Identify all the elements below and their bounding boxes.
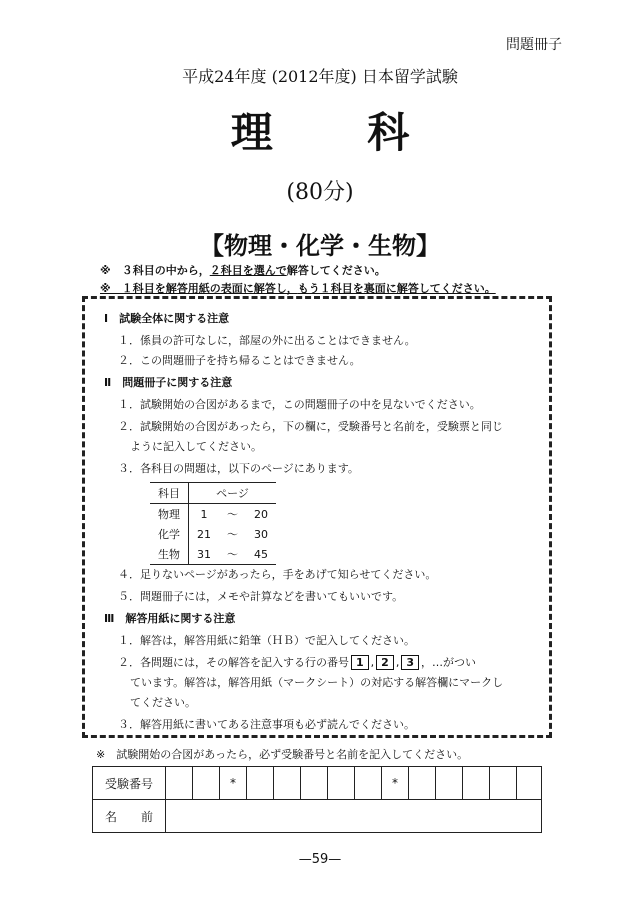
section-booklet-title: Ⅱ 問題冊子に関する注意	[104, 376, 233, 389]
note-answer-sides: ※ １科目を解答用紙の表面に解答し，もう１科目を裏面に解答してください。	[100, 282, 496, 295]
instruction-item: ２．各問題には，その解答を記入する行の番号 1 , 2 , 3 ，…がつい	[118, 656, 476, 669]
booklet-label: 問題冊子	[506, 37, 562, 53]
exam-title: 平成24年度 (2012年度) 日本留学試験	[182, 67, 458, 86]
exam-number-digit-field[interactable]	[301, 767, 328, 800]
bottom-note: ※ 試験開始の合図があったら，必ず受験番号と名前を記入してください。	[96, 748, 469, 761]
instruction-item: １．解答は，解答用紙に鉛筆（ＨＢ）で記入してください。	[118, 634, 415, 647]
row-number-box: 1	[351, 655, 369, 670]
table-header: ページ	[189, 483, 277, 504]
registration-table	[92, 766, 542, 833]
instruction-item: ２．この問題冊子を持ち帰ることはできません。	[118, 354, 361, 367]
exam-number-digit-field[interactable]	[274, 767, 301, 800]
name-field[interactable]	[166, 800, 542, 833]
instruction-item-cont: ています。解答は，解答用紙（マークシート）の対応する解答欄にマークし	[130, 676, 504, 689]
exam-number-digit-field[interactable]	[328, 767, 355, 800]
section-answer-sheet-title: Ⅲ 解答用紙に関する注意	[104, 612, 236, 625]
separator-star: *	[382, 767, 409, 800]
instruction-item: ３．各科目の問題は，以下のページにあります。	[118, 462, 359, 475]
row-number-box: 3	[401, 655, 419, 670]
subjects-heading: 【物理・化学・生物】	[200, 231, 440, 260]
exam-number-digit-field[interactable]	[490, 767, 517, 800]
instruction-item: ５．問題冊子には，メモや計算などを書いてもいいです。	[118, 590, 404, 603]
exam-number-digit-field[interactable]	[517, 767, 542, 800]
instruction-item-cont: ように記入してください。	[130, 440, 262, 453]
table-row: 物理 1 ～ 20	[150, 504, 276, 525]
page-table	[150, 482, 276, 565]
table-row: 化学 21 ～ 30	[150, 524, 276, 544]
exam-number-digit-field[interactable]	[463, 767, 490, 800]
exam-number-digit-field[interactable]	[355, 767, 382, 800]
instruction-item: ２．試験開始の合図があったら，下の欄に，受験番号と名前を，受験票と同じ	[118, 420, 503, 433]
name-label: 名 前	[93, 800, 166, 833]
section-general-title: Ⅰ 試験全体に関する注意	[104, 312, 230, 325]
exam-number-digit-field[interactable]	[166, 767, 193, 800]
instruction-item: １．係員の許可なしに，部屋の外に出ることはできません。	[118, 334, 416, 347]
duration: (80分)	[286, 180, 354, 205]
table-header: 科目	[150, 483, 189, 504]
exam-number-digit-field[interactable]	[193, 767, 220, 800]
exam-number-digit-field[interactable]	[247, 767, 274, 800]
instruction-item: ４．足りないページがあったら，手をあげて知らせてください。	[118, 568, 437, 581]
instruction-item-cont: てください。	[130, 696, 196, 709]
note-choose-subjects: ※ ３科目の中から，２科目を選んで解答してください。	[100, 264, 386, 277]
instruction-item: １．試験開始の合図があるまで，この問題冊子の中を見ないでください。	[118, 398, 481, 411]
table-row: 生物 31 ～ 45	[150, 544, 276, 565]
subject-title: 理 科	[230, 108, 450, 157]
exam-number-label: 受験番号	[93, 767, 166, 800]
exam-number-digit-field[interactable]	[409, 767, 436, 800]
exam-number-digit-field[interactable]	[436, 767, 463, 800]
separator-star: *	[220, 767, 247, 800]
row-number-box: 2	[376, 655, 394, 670]
instruction-item: ３．解答用紙に書いてある注意事項も必ず読んでください。	[118, 718, 415, 731]
page-number: —59—	[298, 852, 342, 867]
